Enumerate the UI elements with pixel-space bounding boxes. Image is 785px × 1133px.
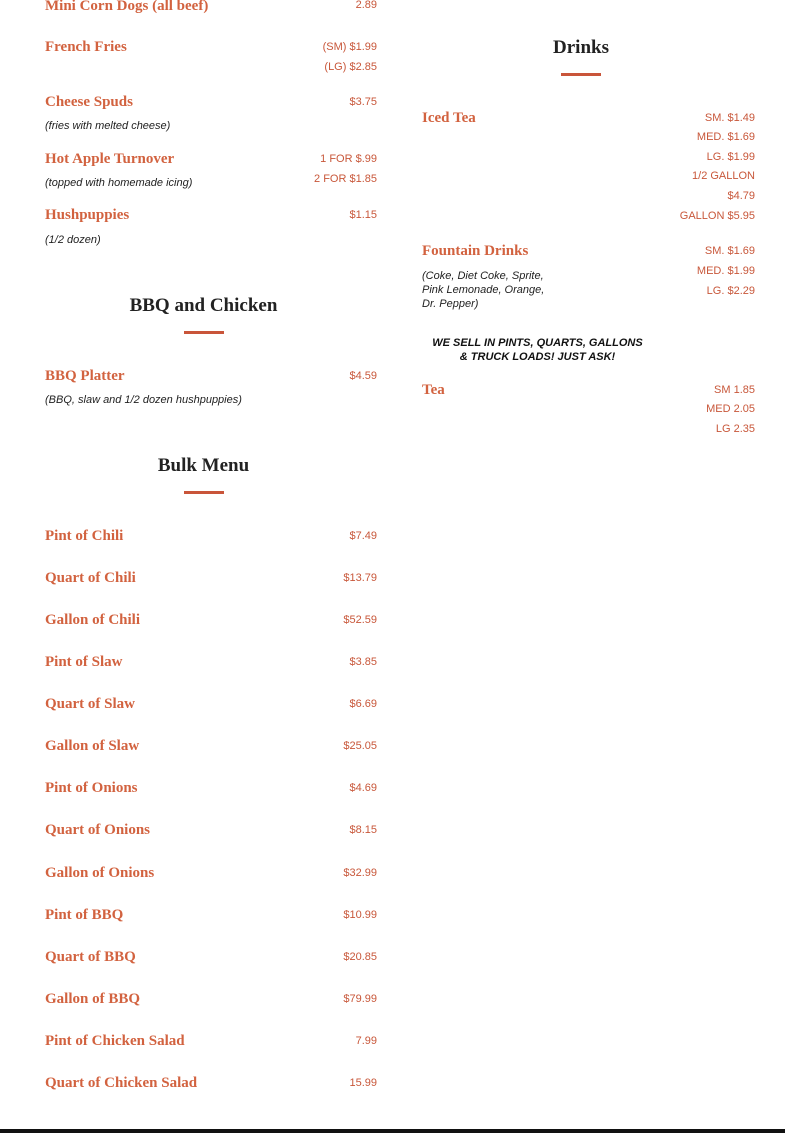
item-price-hushpuppies: $1.15 <box>349 209 377 221</box>
section-heading-drinks: Drinks <box>553 37 609 58</box>
bulk-item-name: Pint of Chicken Salad <box>45 1033 185 1049</box>
item-price-fountain-drinks: SM. $1.69 <box>704 245 755 257</box>
bulk-item-price: $52.59 <box>343 614 377 626</box>
item-price-cheese-spuds: $3.75 <box>349 96 377 108</box>
item-name-hot-apple-turnover: Hot Apple Turnover <box>45 151 175 167</box>
item-desc-fountain-drinks: Dr. Pepper) <box>422 298 479 310</box>
bulk-item-name: Quart of Onions <box>45 822 151 838</box>
item-price-fountain-drinks: MED. $1.99 <box>696 265 755 277</box>
item-price-iced-tea: MED. $1.69 <box>696 131 755 143</box>
footer-divider <box>0 1129 785 1133</box>
bulk-item-name: Pint of Slaw <box>45 654 123 670</box>
bulk-item-price: $4.69 <box>349 782 377 794</box>
bulk-item-name: Gallon of Onions <box>45 865 155 881</box>
bulk-item-price: $20.85 <box>343 951 377 963</box>
item-price-iced-tea: GALLON $5.95 <box>679 210 755 222</box>
item-price-mini-corn-dogs: 2.89 <box>355 0 377 11</box>
bulk-item-name: Quart of Chicken Salad <box>45 1075 198 1091</box>
bulk-item-name: Quart of Slaw <box>45 696 135 712</box>
section-divider-drinks <box>561 73 601 76</box>
item-desc-hushpuppies: (1/2 dozen) <box>45 234 101 246</box>
item-name-bbq-platter: BBQ Platter <box>45 368 125 384</box>
item-price-iced-tea: 1/2 GALLON <box>692 170 755 182</box>
section-divider-bbq <box>184 331 224 334</box>
bulk-item-name: Gallon of Slaw <box>45 738 140 754</box>
item-price-tea: MED 2.05 <box>706 403 755 415</box>
item-name-cheese-spuds: Cheese Spuds <box>45 94 133 110</box>
item-name-mini-corn-dogs: Mini Corn Dogs (all beef) <box>45 0 209 14</box>
bulk-item-price: $7.49 <box>349 530 377 542</box>
bulk-item-price: $25.05 <box>343 740 377 752</box>
item-price-tea: SM 1.85 <box>714 384 755 396</box>
bulk-item-price: $13.79 <box>343 572 377 584</box>
section-heading-bbq: BBQ and Chicken <box>129 295 278 316</box>
item-price-iced-tea: SM. $1.49 <box>704 112 755 124</box>
section-divider-bulk <box>184 491 224 494</box>
bulk-note-line: WE SELL IN PINTS, QUARTS, GALLONS <box>432 337 643 349</box>
item-price-turnover-2: 2 FOR $1.85 <box>314 173 377 185</box>
bulk-item-name: Pint of BBQ <box>45 907 124 923</box>
bulk-item-price: 7.99 <box>355 1035 377 1047</box>
bulk-item-name: Gallon of Chili <box>45 612 141 628</box>
bulk-item-name: Pint of Chili <box>45 528 124 544</box>
item-name-iced-tea: Iced Tea <box>422 110 476 126</box>
bulk-note-line: & TRUCK LOADS! JUST ASK! <box>459 351 616 363</box>
bulk-item-price: $8.15 <box>349 824 377 836</box>
item-name-french-fries: French Fries <box>45 39 127 55</box>
item-price-tea: LG 2.35 <box>715 423 755 435</box>
item-price-french-fries-sm: (SM) $1.99 <box>322 41 377 53</box>
bulk-item-price: $10.99 <box>343 909 377 921</box>
bulk-item-price: $79.99 <box>343 993 377 1005</box>
item-desc-cheese-spuds: (fries with melted cheese) <box>45 120 171 132</box>
item-desc-hot-apple-turnover: (topped with homemade icing) <box>45 177 193 189</box>
item-price-french-fries-lg: (LG) $2.85 <box>324 61 377 73</box>
bulk-item-price: $6.69 <box>349 698 377 710</box>
item-price-fountain-drinks: LG. $2.29 <box>706 285 755 297</box>
item-name-fountain-drinks: Fountain Drinks <box>422 243 529 259</box>
section-heading-bulk: Bulk Menu <box>157 455 250 476</box>
item-price-iced-tea: $4.79 <box>727 190 755 202</box>
bulk-item-price: $3.85 <box>349 656 377 668</box>
item-price-turnover-1: 1 FOR $.99 <box>320 153 377 165</box>
item-desc-fountain-drinks: Pink Lemonade, Orange, <box>422 284 545 296</box>
item-desc-bbq-platter: (BBQ, slaw and 1/2 dozen hushpuppies) <box>45 394 242 406</box>
item-name-hushpuppies: Hushpuppies <box>45 207 130 223</box>
bulk-item-price: 15.99 <box>349 1077 377 1089</box>
bulk-item-name: Gallon of BBQ <box>45 991 141 1007</box>
bulk-item-price: $32.99 <box>343 867 377 879</box>
bulk-item-name: Quart of Chili <box>45 570 136 586</box>
item-price-iced-tea: LG. $1.99 <box>706 151 755 163</box>
bulk-item-name: Quart of BBQ <box>45 949 136 965</box>
item-price-bbq-platter: $4.59 <box>349 370 377 382</box>
item-desc-fountain-drinks: (Coke, Diet Coke, Sprite, <box>422 270 544 282</box>
bulk-item-name: Pint of Onions <box>45 780 138 796</box>
item-name-tea: Tea <box>422 382 445 398</box>
